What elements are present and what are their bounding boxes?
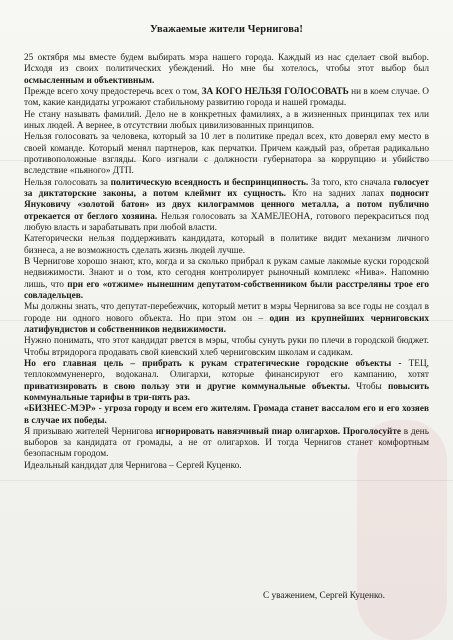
bold-text: один из крупнейших черниговских латифундистов и собственников недвижимости. — [24, 313, 429, 335]
text-run: Прежде всего хочу предостеречь всех о том, — [24, 86, 202, 97]
text-run: Не стану называть фамилий. Дело не в конкретных фамилиях, а в жизненных принципах тех или иных людей. А вернее, в отсутствии любых цивилизованных принципов. — [24, 109, 429, 131]
paragraph — [24, 336, 429, 359]
text-run: ни в коем случае. О том, какие кандидаты угрожают стабильному развитию города и нашей громады. — [24, 86, 429, 109]
paragraph — [24, 87, 429, 110]
bold-text: повысить коммунальные тарифы в три-пять раз. — [24, 381, 429, 403]
text-run: Нельзя голосовать за человека, который за 10 лет в политике предал всех, кто доверял ему место в своей команде. Который менял партнеров, как перчатки. Причем каждый раз, обретая радикально противоположные взгляды. Кого изгнали с должности губернатора за коррупцию и убийство вследствие «пьяного» ДТП. — [24, 132, 429, 177]
bold-text: приватизировать в свою пользу эти и другие коммунальные объекты. — [24, 381, 350, 392]
bold-text: подносит Януковичу «золотой батон» из двух килограммов ценного металла, а потом публично отрекается от беглого хозяина. — [24, 188, 429, 222]
text-run: Идеальный кандидат для Чернигова – Сергей Куценко. — [24, 460, 242, 471]
bold-text: при его «отжиме» нынешним депутатом-собственником были расстреляны трое его совладельцев. — [24, 279, 429, 301]
bold-text: осмысленным и объективным. — [24, 75, 155, 86]
text-run: Кто на задних лапах — [285, 188, 391, 199]
paragraph — [24, 53, 429, 87]
fold-line — [0, 160, 453, 161]
faded-stamp — [357, 420, 447, 640]
bold-text: ЗА КОГО НЕЛЬЗЯ ГОЛОСОВАТЬ — [201, 86, 349, 97]
page-title: Уважаемые жители Чернигова! — [150, 24, 303, 35]
paragraph — [24, 110, 429, 133]
fold-line — [0, 320, 453, 321]
fold-line — [0, 480, 453, 481]
bold-text: Но его главная цель – прибрать к рукам стратегические городские объекты - — [24, 358, 402, 369]
text-run: Я призываю жителей Чернигова — [24, 426, 156, 437]
paragraph — [24, 404, 429, 427]
text-run: За того, кто сначала — [308, 177, 394, 188]
bold-text: «БИЗНЕС-МЭР» - угроза городу и всем его жителям. Громада станет вассалом его и его хозяев в случае их победы. — [24, 404, 429, 426]
letter-body — [24, 53, 429, 472]
paragraph — [24, 132, 429, 177]
text-run: в день выборов за кандидата от громады, а не от олигархов. И тогда Чернигов станет комфортным безопасным городом. — [24, 426, 430, 460]
text-run: 25 октября мы вместе будем выбирать мэра нашего города. Каждый из нас сделает свой выбор. Исходя из своих политических убеждений. Но мне бы хотелось, чтобы этот выбор был — [24, 53, 429, 75]
signature: С уважением, Сергей Куценко. — [262, 591, 385, 601]
text-run: Нужно понимать, что этот кандидат рвется в мэры, чтобы сунуть руки по плечи в городской бюджет. Чтобы втридорога продавать свой киевский хлеб черниговским школам и садикам. — [24, 336, 429, 358]
paragraph — [24, 359, 429, 404]
bold-text: игнорировать навязчивый пиар олигархов. Проголосуйте — [155, 426, 402, 437]
text-run: В Чернигове хорошо знают, кто, когда и за сколько прибрал к рукам самые лакомые куски городской недвижимости. Знают и о том, кто сегодня контролирует рыночный комплекс «Нива». Напомню лишь, что — [24, 256, 429, 290]
paragraph — [24, 178, 429, 235]
paragraph — [24, 257, 429, 302]
text-run: ТЕЦ, теплокоммуненерго, водоканал. Олигархи, которые финансируют его кампанию, хотят — [24, 358, 429, 381]
paragraph — [24, 234, 429, 257]
bold-text: голосует за диктаторские законы, а потом клеймит их сущность. — [24, 177, 429, 199]
text-run: Нельзя голосовать за ХАМЕЛЕОНА, готового перекраситься под любую власть и зарабатывать при любой власти. — [24, 211, 429, 233]
text-run: Категорически нельзя поддерживать кандидата, который в политике видит механизм личного бизнеса, а не возможность сделать жизнь людей лучше. — [24, 234, 429, 256]
text-run: Чтобы — [349, 381, 388, 392]
bold-text: политическую всеядность и беспринципность. — [110, 177, 309, 188]
text-run: Нельзя голосовать за — [24, 177, 111, 188]
text-run: Мы должны знать, что депутат-перебежчик, который метит в мэры Чернигова за все годы не создал в городе ни одного нового объекта. Но при этом он – — [24, 302, 429, 324]
